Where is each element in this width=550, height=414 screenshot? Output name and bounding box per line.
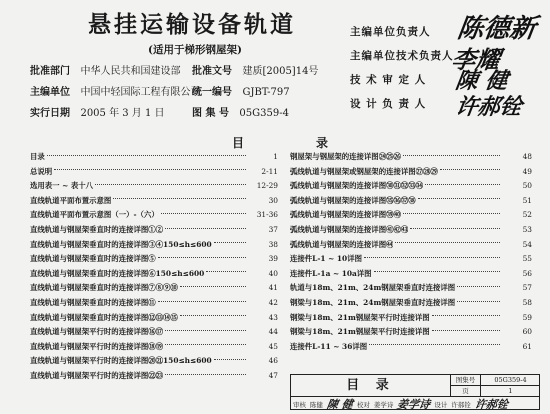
- toc-leader-dots: [165, 330, 246, 331]
- check-name: 姜学诗: [373, 400, 394, 409]
- toc-entry-title: 目录: [30, 152, 45, 162]
- toc-entry-title: 弧线轨道与钢屋架的连接详图㉟㊱㊲㊳: [290, 195, 416, 205]
- toc-entry: [290, 281, 532, 294]
- check-label: 校对: [356, 400, 370, 409]
- toc-entry-title: 弧线轨道与钢屋架的连接详图㊹: [290, 239, 394, 249]
- toc-entry-page: 61: [522, 341, 532, 351]
- editor: [30, 83, 200, 98]
- toc-leader-dots: [180, 315, 246, 316]
- toc-leader-dots: [158, 257, 246, 258]
- toc-entry-title: 总说明: [30, 166, 53, 176]
- toc-entry-page: 46: [268, 356, 278, 366]
- toc-entry-title: 钢屋架与钢屋架的连接详图㉔㉕㉖: [290, 152, 401, 162]
- approval-dept: [30, 62, 180, 77]
- toc-entry-page: 53: [522, 225, 532, 235]
- toc-entry-title: 弧线轨道与钢屋架的连接详图㊴㊵: [290, 210, 401, 220]
- toc-leader-dots: [418, 198, 500, 199]
- toc-entry-title: 钢梁与18m、21m钢屋架平行时连接详图: [290, 312, 430, 322]
- toc-leader-dots: [374, 271, 500, 272]
- toc-entry: [290, 208, 532, 221]
- toc-entry: [30, 296, 278, 309]
- toc-entry: [30, 223, 278, 236]
- toc-entry-title: 连接件L-1a ~ 10a详图: [290, 268, 372, 278]
- toc-leader-dots: [403, 155, 500, 156]
- toc-entry-title: 弧线轨道与钢屋架的连接详图㉚㉛㉜㉝㉞: [290, 181, 424, 191]
- toc-entry-title: 钢梁与18m、21m钢屋架平行时连接详图: [290, 327, 430, 337]
- toc-entry-page: 42: [268, 298, 278, 308]
- approval-dept-label: 批准部门: [30, 66, 70, 77]
- title-block-page-value: 1: [481, 386, 540, 397]
- toc-entry-title: 选用表一 ~ 表十八: [30, 181, 94, 191]
- toc-entry-title: 轨道与18m、21m、24m钢屋架垂直时连接详图: [290, 283, 456, 293]
- design-label: 设计: [434, 400, 448, 409]
- title-block-signoff-row: [291, 397, 541, 411]
- toc-entry-title: 直线轨道平面布置示意图: [30, 195, 112, 205]
- resp-role-design-head: 设 计 负 责 人: [350, 98, 427, 110]
- signature-editor-head: 陈德新: [455, 14, 538, 44]
- toc-entry: [290, 296, 532, 309]
- toc-entry: [30, 340, 278, 353]
- toc-leader-dots: [432, 315, 500, 316]
- toc-entry: [30, 311, 278, 324]
- toc-leader-dots: [369, 344, 500, 345]
- signature-design-head: 许郝铨: [453, 94, 524, 120]
- toc-leader-dots: [54, 169, 246, 170]
- editor-value: 中国中轻国际工程有限公司: [80, 87, 201, 98]
- toc-entry-page: 55: [522, 254, 532, 264]
- unified-no: [192, 83, 290, 98]
- toc-entry-page: 39: [268, 254, 278, 264]
- toc-leader-dots: [165, 228, 246, 229]
- toc-entry-page: 45: [268, 341, 278, 351]
- document-subtitle: (适用于梯形钢屋架): [148, 44, 242, 56]
- toc-entry: [290, 325, 532, 338]
- document-title: 悬挂运输设备轨道: [88, 12, 296, 38]
- toc-leader-dots: [180, 286, 246, 287]
- toc-entry-page: 56: [522, 268, 532, 278]
- toc-entry-title: 弧线轨道与钢屋架的连接详图㊶㊷㊸: [290, 225, 409, 235]
- toc-entry: [30, 194, 278, 207]
- toc-leader-dots: [214, 242, 246, 243]
- toc-entry-page: 2-11: [261, 166, 278, 176]
- toc-entry-page: 48: [522, 152, 532, 162]
- toc-entry: [30, 325, 278, 338]
- toc-entry-title: 直线轨道与钢屋架垂直时的连接详图⑫⑬⑭⑮: [30, 312, 178, 322]
- design-name: 许郝铨: [451, 400, 471, 409]
- toc-entry-title: 直线轨道与钢屋架平行时的连接详图⑱⑲: [30, 341, 164, 351]
- effective-label: 实行日期: [30, 108, 70, 119]
- toc-entry: [30, 150, 278, 163]
- toc-entry-title: 直线轨道与钢屋架垂直时的连接详图⑤: [30, 254, 156, 264]
- toc-leader-dots: [214, 359, 246, 360]
- resp-role-editor-head: 主编单位负责人: [350, 26, 431, 38]
- toc-leader-dots: [457, 301, 500, 302]
- toc-entry: [30, 252, 278, 265]
- toc-entry-title: 直线轨道平面布置示意图（一）-（六）: [30, 210, 159, 220]
- signature-reviewer: 陳 健: [453, 68, 510, 94]
- toc-entry-title: 直线轨道与钢屋架垂直时的连接详图⑪: [30, 298, 156, 308]
- toc-entry: [290, 311, 532, 324]
- toc-entry-page: 47: [268, 371, 278, 381]
- atlas-no-label: 图 集 号: [192, 108, 229, 119]
- approval-doc-value: 建质[2005]14号: [242, 66, 319, 77]
- toc-entry: [290, 238, 532, 251]
- resp-role-tech-head: 主编单位技术负责人: [350, 50, 454, 62]
- toc-entry-page: 58: [522, 298, 532, 308]
- toc-entry: [30, 165, 278, 178]
- toc-leader-dots: [95, 184, 246, 185]
- toc-entry-page: 52: [522, 210, 532, 220]
- toc-entry: [30, 281, 278, 294]
- design-signature: 许郝铨: [473, 398, 509, 411]
- approval-dept-value: 中华人民共和国建设部: [80, 66, 181, 77]
- editor-label: 主编单位: [30, 87, 70, 98]
- toc-entry: [290, 223, 532, 236]
- toc-entry: [30, 208, 278, 221]
- toc-leader-dots: [403, 213, 500, 214]
- review-label: 审核: [293, 400, 306, 409]
- toc-entry: [30, 179, 278, 192]
- toc-leader-dots: [158, 301, 246, 302]
- toc-entry-title: 直线轨道与钢屋架垂直时的连接详图③④150≤h≤600: [30, 239, 212, 249]
- toc-leader-dots: [206, 271, 246, 272]
- toc-entry: [290, 150, 532, 163]
- signature-tech-head: 李耀: [449, 45, 502, 74]
- toc-entry-page: 1: [273, 152, 278, 162]
- title-block-page-label: 页: [451, 386, 481, 397]
- toc-leader-dots: [425, 184, 500, 185]
- toc-entry-page: 38: [268, 239, 278, 249]
- toc-entry-title: 直线轨道与钢屋架垂直时的连接详图①②: [30, 225, 164, 235]
- toc-leader-dots: [165, 344, 246, 345]
- atlas-no: [192, 104, 289, 119]
- toc-entry-page: 50: [522, 181, 532, 191]
- toc-entry-page: 12-29: [256, 181, 278, 191]
- toc-entry: [290, 267, 532, 280]
- toc-heading-right: 录: [316, 136, 331, 150]
- toc-entry-title: 直线轨道与钢屋架平行时的连接详图⑳㉑150≤h≤600: [30, 356, 212, 366]
- toc-entry-page: 57: [522, 283, 532, 293]
- toc-leader-dots: [165, 374, 246, 375]
- toc-entry-title: 连接件L-1 ~ 10详图: [290, 254, 362, 264]
- toc-leader-dots: [395, 242, 500, 243]
- toc-leader-dots: [364, 257, 500, 258]
- toc-entry-title: 钢梁与18m、21m、24m钢屋架垂直时连接详图: [290, 298, 456, 308]
- title-block-atlas-value: 05G359-4: [481, 375, 540, 386]
- toc-entry: [290, 179, 532, 192]
- toc-leader-dots: [457, 286, 500, 287]
- unified-no-value: GJBT-797: [242, 87, 290, 98]
- toc-entry: [30, 354, 278, 367]
- toc-leader-dots: [47, 155, 246, 156]
- title-block-atlas-label: 图集号: [451, 375, 481, 386]
- unified-no-label: 统一编号: [192, 87, 232, 98]
- toc-entry: [30, 267, 278, 280]
- review-signature: 陳 健: [326, 398, 354, 411]
- approval-doc: [192, 62, 318, 77]
- toc-entry-page: 30: [268, 195, 278, 205]
- toc-entry: [30, 238, 278, 251]
- toc-entry: [30, 369, 278, 382]
- toc-entry-page: 37: [268, 225, 278, 235]
- toc-entry-page: 54: [522, 239, 532, 249]
- toc-entry-title: 直线轨道与钢屋架垂直时的连接详图⑦⑧⑨⑩: [30, 283, 178, 293]
- toc-entry-title: 弧线轨道与钢屋架或钢屋架的连接详图㉗㉘㉙: [290, 166, 438, 176]
- toc-entry-page: 44: [268, 327, 278, 337]
- toc-entry-page: 43: [268, 312, 278, 322]
- toc-entry-title: 连接件L-11 ~ 36详图: [290, 341, 368, 351]
- toc-entry-page: 31-36: [256, 210, 278, 220]
- approval-doc-label: 批准文号: [192, 66, 232, 77]
- toc-entry-page: 40: [268, 268, 278, 278]
- toc-leader-dots: [113, 198, 246, 199]
- toc-entry-title: 直线轨道与钢屋架平行时的连接详图㉒㉓: [30, 371, 164, 381]
- toc-entry: [290, 165, 532, 178]
- toc-entry: [290, 252, 532, 265]
- title-block: [290, 374, 540, 410]
- toc-entry: [290, 194, 532, 207]
- toc-entry-page: 49: [522, 166, 532, 176]
- toc-heading-left: 目: [232, 136, 247, 150]
- effective-date: [30, 104, 165, 119]
- toc-entry-page: 51: [522, 195, 532, 205]
- toc-entry-title: 直线轨道与钢屋架平行时的连接详图⑯⑰: [30, 327, 164, 337]
- toc-leader-dots: [440, 169, 500, 170]
- toc-entry: [290, 340, 532, 353]
- atlas-no-value: 05G359-4: [239, 108, 289, 119]
- toc-leader-dots: [410, 228, 500, 229]
- title-block-main: 目 录: [291, 375, 451, 397]
- check-signature: 姜学诗: [396, 398, 432, 411]
- toc-leader-dots: [161, 213, 246, 214]
- effective-value: 2005 年 3 月 1 日: [80, 108, 165, 119]
- review-name: 陈健: [310, 400, 323, 409]
- toc-leader-dots: [432, 330, 500, 331]
- resp-role-reviewer: 技 术 审 定 人: [350, 74, 427, 86]
- toc-entry-page: 41: [268, 283, 278, 293]
- toc-entry-page: 60: [522, 327, 532, 337]
- toc-entry-title: 直线轨道与钢屋架垂直时的连接详图⑥150≤h≤600: [30, 268, 205, 278]
- toc-entry-page: 59: [522, 312, 532, 322]
